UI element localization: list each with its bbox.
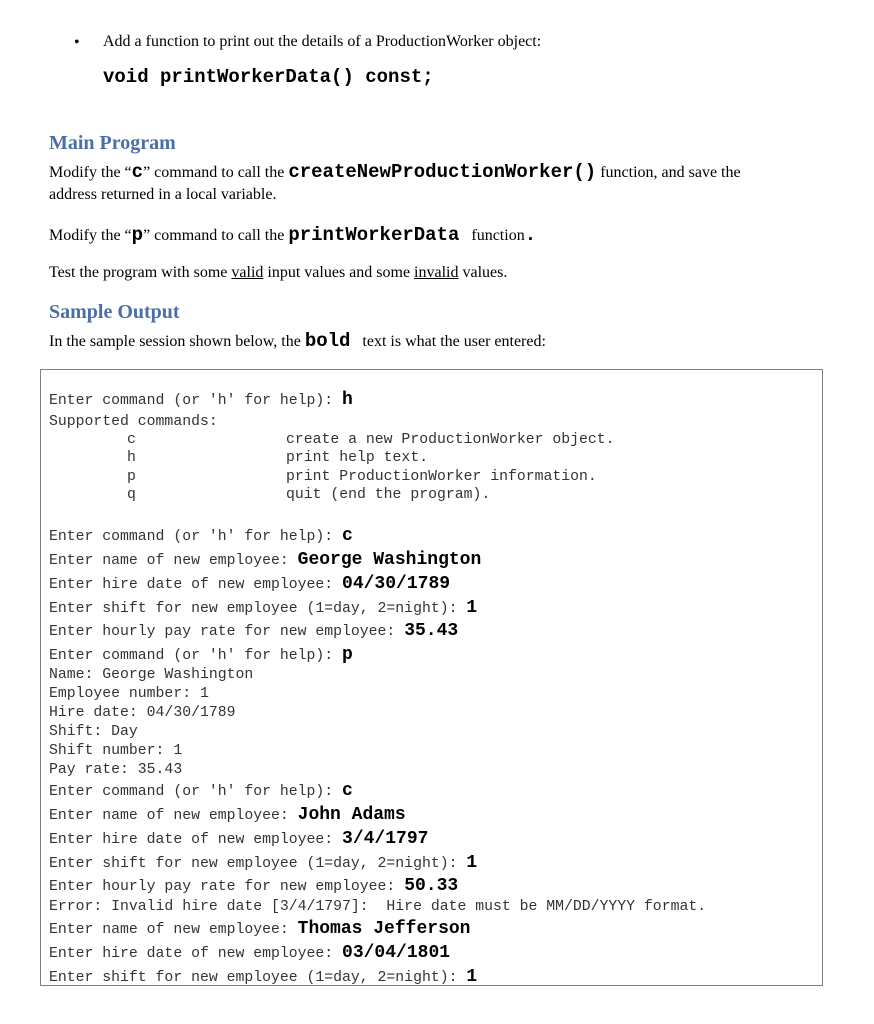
terminal-line: Name: George Washington — [49, 667, 254, 683]
function-signature: void printWorkerData() const; — [103, 66, 434, 88]
terminal-line: Employee number: 1 — [49, 686, 209, 702]
command-key: q — [127, 487, 136, 503]
terminal-line: Enter hire date of new employee: 3/4/1797 — [49, 829, 429, 849]
main-program-line-2: address returned in a local variable. — [49, 186, 277, 203]
terminal-line: Pay rate: 35.43 — [49, 762, 183, 778]
terminal-line: Enter command (or 'h' for help): p — [49, 645, 353, 665]
sample-output-intro: In the sample session shown below, the bold text is what the user entered: — [49, 330, 546, 352]
terminal-line: Enter hire date of new employee: 03/04/1801 — [49, 943, 451, 963]
terminal-line: Supported commands: — [49, 414, 218, 430]
terminal-line: Hire date: 04/30/1789 — [49, 705, 236, 721]
sample-output-heading: Sample Output — [49, 301, 180, 323]
terminal-line: Shift number: 1 — [49, 743, 183, 759]
terminal-line: Enter hourly pay rate for new employee: 50.33 — [49, 876, 459, 896]
terminal-line: Enter shift for new employee (1=day, 2=night): 1 — [49, 853, 478, 873]
terminal-line: Enter command (or 'h' for help): c — [49, 526, 353, 546]
terminal-line: Enter shift for new employee (1=day, 2=night): 1 — [49, 598, 478, 618]
main-program-heading: Main Program — [49, 132, 176, 154]
terminal-line: Enter name of new employee: Thomas Jefferson — [49, 919, 471, 939]
command-desc: print ProductionWorker information. — [286, 469, 597, 485]
terminal-line: Enter hire date of new employee: 04/30/1789 — [49, 574, 451, 594]
terminal-line: Enter command (or 'h' for help): h — [49, 390, 353, 410]
command-desc: create a new ProductionWorker object. — [286, 432, 615, 448]
error-message: Error: Invalid hire date [3/4/1797]: Hire date must be MM/DD/YYYY format. — [49, 899, 707, 915]
terminal-output-box — [40, 369, 823, 986]
terminal-line: Enter hourly pay rate for new employee: 35.43 — [49, 621, 459, 641]
command-key: h — [127, 450, 136, 466]
terminal-line: Enter command (or 'h' for help): c — [49, 781, 353, 801]
command-key: p — [127, 469, 136, 485]
main-program-line-3: Modify the “p” command to call the printWorkerData function. — [49, 224, 537, 246]
bullet-text: Add a function to print out the details of a ProductionWorker object: — [103, 33, 542, 50]
command-key: c — [127, 432, 136, 448]
terminal-line: Enter name of new employee: George Washington — [49, 550, 482, 570]
main-program-line-4: Test the program with some valid input values and some invalid values. — [49, 264, 508, 281]
bullet-dot: • — [74, 34, 80, 51]
terminal-line: Enter name of new employee: John Adams — [49, 805, 406, 825]
command-desc: quit (end the program). — [286, 487, 491, 503]
terminal-line: Enter shift for new employee (1=day, 2=night): 1 — [49, 967, 478, 987]
command-desc: print help text. — [286, 450, 429, 466]
main-program-line-1: Modify the “c” command to call the createNewProductionWorker() function, and save the — [49, 161, 741, 183]
terminal-line: Shift: Day — [49, 724, 138, 740]
